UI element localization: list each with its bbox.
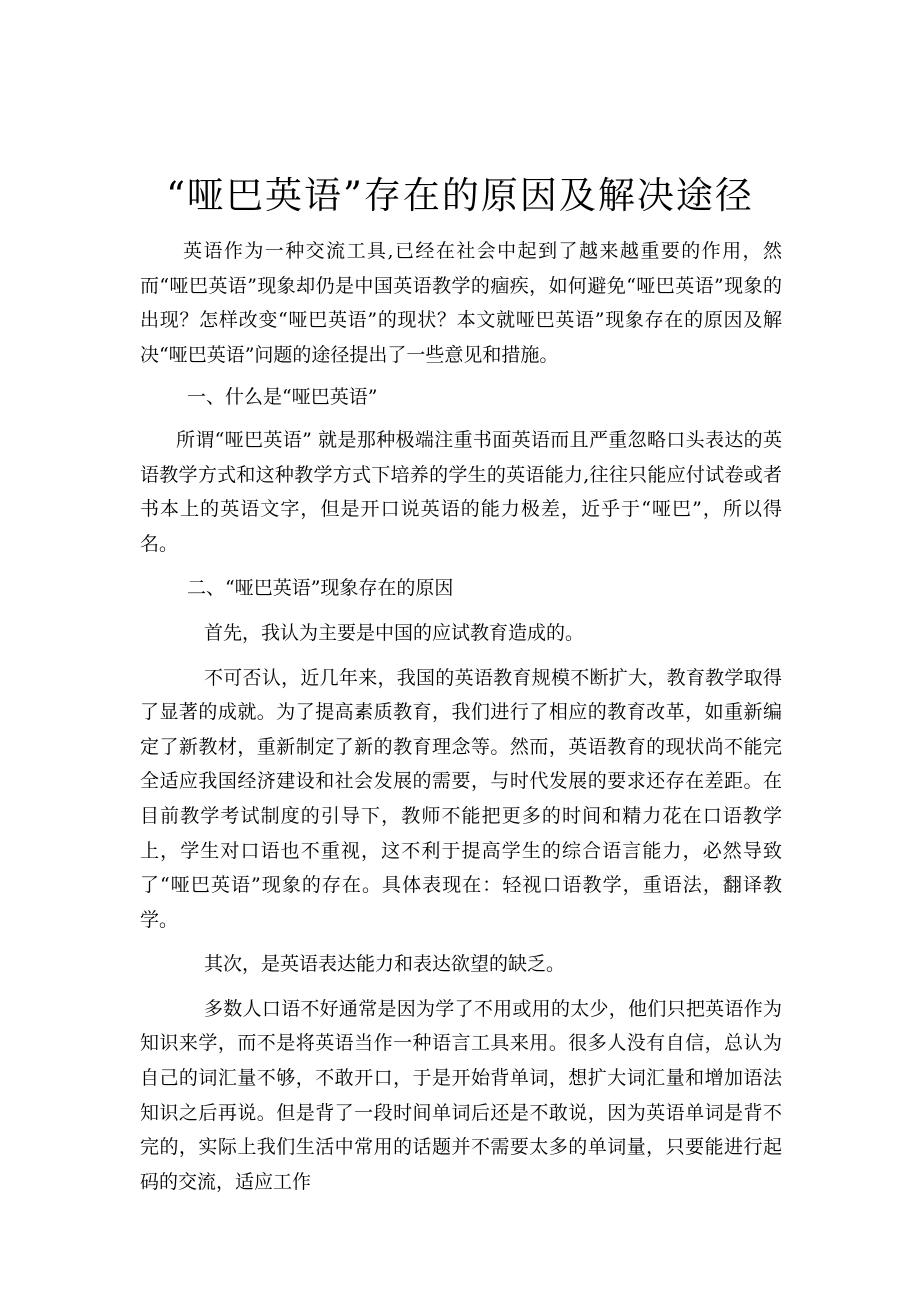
exam-education-paragraph: 不可否认，近几年来，我国的英语教育规模不断扩大，教育教学取得了显著的成就。为了提高素质教育，我们进行了相应的教育改革，如重新编定了新教材，重新制定了新的教育理念等。然而，英语教育的现状尚不能完全适应我国经济建设和社会发展的需要，与时代发展的要求还存在差距。在目前教学考试制度的引导下，教师不能把更多的时间和精力花在口语教学上，学生对口语也不重视，这不利于提高学生的综合语言能力，必然导致了“哑巴英语”现象的存在。具体表现在：轻视口语教学，重语法，翻译教学。 — [140, 666, 782, 931]
document-title: “哑巴英语”存在的原因及解决途径 — [166, 174, 754, 217]
section-heading-2: 二、“哑巴英语”现象存在的原因 — [187, 577, 454, 600]
intro-paragraph: 英语作为一种交流工具,已经在社会中起到了越来越重要的作用，然而“哑巴英语”现象却仍是中国英语教学的痼疾，如何避免“哑巴英语”现象的出现？怎样改变“哑巴英语”的现状？本文就哑巴英语”现象存在的原因及解决“哑巴英语”问题的途径提出了一些意见和措施。 — [140, 240, 782, 366]
expression-paragraph: 多数人口语不好通常是因为学了不用或用的太少，他们只把英语作为知识来学，而不是将英语当作一种语言工具来用。很多人没有自信，总认为自己的词汇量不够，不敢开口，于是开始背单词，想扩大词汇量和增加语法知识之后再说。但是背了一段时间单词后还是不敢说，因为英语单词是背不完的，实际上我们生活中常用的话题并不需要太多的单词量，只要能进行起码的交流，适应工作 — [140, 997, 782, 1193]
second-reason-paragraph: 其次，是英语表达能力和表达欲望的缺乏。 — [204, 953, 566, 976]
section-heading-1: 一、什么是“哑巴英语” — [187, 386, 378, 409]
definition-paragraph: 所谓“哑巴英语” 就是那种极端注重书面英语而且严重忽略口头表达的英语教学方式和这种教学方式下培养的学生的英语能力,往往只能应付试卷或者书本上的英语文字，但是开口说英语的能力极差，近乎于“哑巴”，所以得名。 — [140, 428, 782, 555]
document-body — [140, 234, 782, 1199]
first-reason-paragraph: 首先，我认为主要是中国的应试教育造成的。 — [204, 621, 585, 644]
